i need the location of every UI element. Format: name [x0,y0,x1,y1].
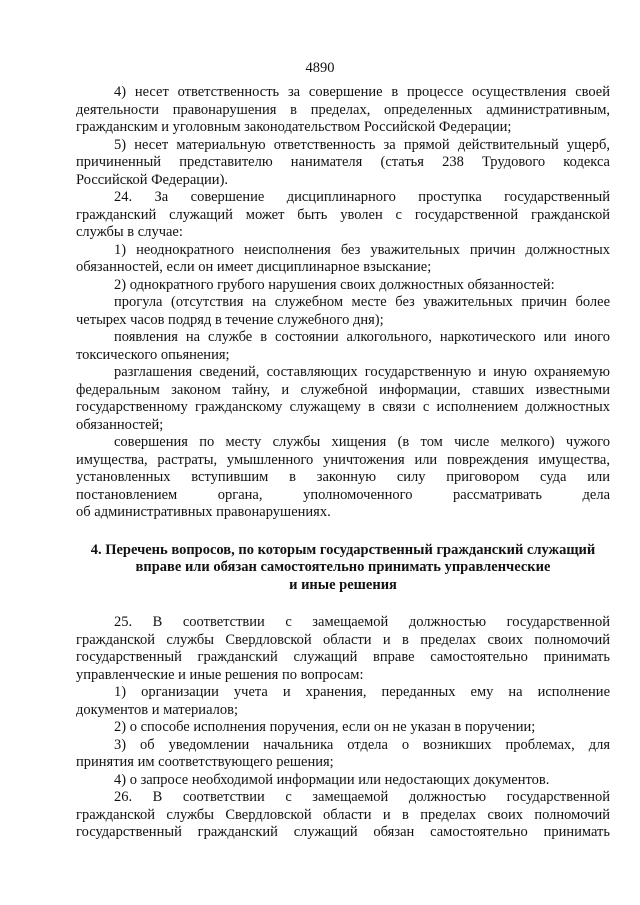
paragraph-line: 1) организации учета и хранения, переданных ему на исполнение [114,684,610,700]
section-text-decisions [76,614,610,842]
paragraph-line: 1) неоднократного неисполнения без уважительных причин должностных [114,241,610,258]
paragraph-line: причиненный представителю нанимателя (статья 238 Трудового кодекса [76,154,610,170]
section-text-responsibility [76,84,610,522]
paragraph-line: четырех часов подряд в течение служебного дня); [76,311,384,328]
paragraph-line: разглашения сведений, составляющих государственную и иную охраняемую [114,364,610,380]
paragraph-line: службы в случае: [76,224,183,240]
paragraph-line: 5) несет материальную ответственность за прямой действительный ущерб, [114,136,610,153]
page-number: 4890 [305,60,335,76]
paragraph-line: об административных правонарушениях. [76,504,331,520]
paragraph-line: Российской Федерации). [76,171,229,188]
paragraph-line: гражданской службы Свердловской области и в пределах своих полномочий [76,631,610,648]
paragraph-line: обязанностей, если он имеет дисциплинарное взыскание; [76,259,432,275]
paragraph-line: деятельности правонарушения в пределах, определенных административным, [76,101,610,118]
paragraph-line: появления на службе в состоянии алкогольного, наркотического или иного [114,329,610,345]
heading-line: 4. Перечень вопросов, по которым государственный гражданский служащий [90,541,596,558]
paragraph-line: управленческие и иные решения по вопросам: [76,666,364,683]
spacer [76,594,610,614]
paragraph-line: документов и материалов; [76,701,238,718]
paragraph-line: 3) об уведомлении начальника отдела о возникших проблемах, для [114,736,610,753]
paragraph-line: гражданский служащий может быть уволен с государственной гражданской [76,206,610,223]
paragraph-line: 24. За совершение дисциплинарного проступка государственный [114,189,610,205]
heading-line: вправе или обязан самостоятельно принимать управленческие [135,559,551,575]
paragraph-line: 2) о способе исполнения поручения, если он не указан в поручении; [114,719,536,735]
paragraph-line: совершения по месту службы хищения (в том числе мелкого) чужого [114,434,610,450]
spacer [76,522,610,542]
paragraph-line: имущества, растраты, умышленного уничтожения или повреждения имущества, [76,451,610,468]
paragraph-line: прогула (отсутствия на служебном месте без уважительных причин более [114,294,610,310]
paragraph-line: 4) о запросе необходимой информации или недостающих документов. [114,771,550,788]
paragraph-line: 26. В соответствии с замещаемой должностью государственной [114,789,610,805]
paragraph-line: федеральным законом тайну, и служебной информации, ставших известными [76,381,610,398]
paragraph-line: 4) несет ответственность за совершение в процессе осуществления своей [114,84,610,100]
paragraph-line: государственный гражданский служащий вправе самостоятельно принимать [76,649,610,665]
paragraph-line: 2) однократного грубого нарушения своих должностных обязанностей: [114,276,555,293]
heading-line: и иные решения [289,576,397,593]
paragraph-line: установленных вступившим в законную силу приговором суда или [76,469,610,485]
document-body [76,84,610,842]
paragraph-line: государственный гражданский служащий обязан самостоятельно принимать [76,824,610,840]
paragraph-line: государственному гражданскому служащему в связи с исполнением должностных [76,399,610,415]
section-heading [76,542,610,595]
paragraph-line: гражданской службы Свердловской области и в пределах своих полномочий [76,806,610,823]
paragraph-line: гражданским и уголовным законодательством Российской Федерации; [76,119,512,135]
paragraph-line: токсического опьянения; [76,346,230,363]
paragraph-line: принятия им соответствующего решения; [76,754,334,770]
paragraph-line: обязанностей; [76,416,164,433]
paragraph-line: постановлением органа, уполномоченного рассматривать дела [76,486,610,503]
paragraph-line: 25. В соответствии с замещаемой должностью государственной [114,614,610,630]
